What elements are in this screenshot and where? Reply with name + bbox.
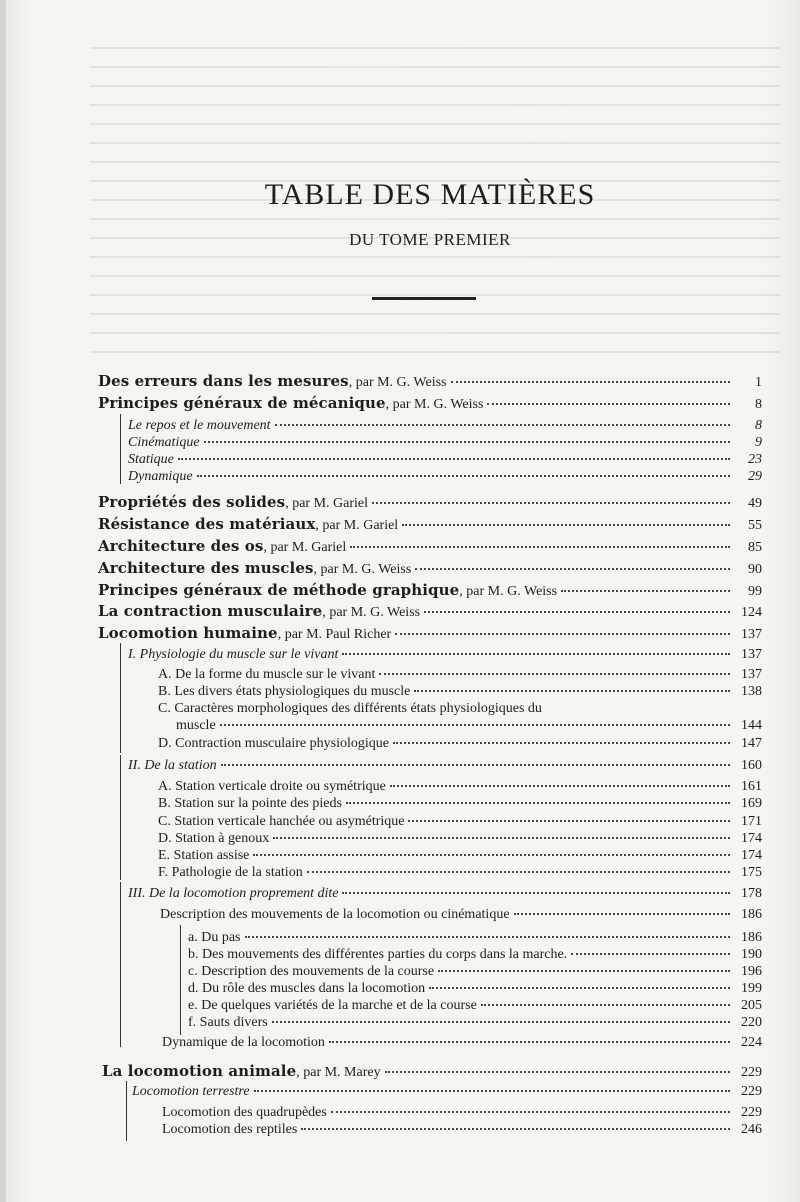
- toc-entry: Locomotion humaine, par M. Paul Richer 137: [98, 624, 762, 642]
- page-number: 174: [741, 848, 762, 863]
- toc-subentry: Locomotion des reptiles 246: [162, 1122, 762, 1137]
- page-number: 137: [741, 627, 762, 642]
- toc-entry: Architecture des muscles, par M. G. Weiss 90: [98, 559, 762, 577]
- indent-rule: [120, 643, 121, 753]
- page-number: 90: [748, 562, 762, 577]
- page-number: 220: [741, 1015, 762, 1030]
- page-number: 55: [748, 518, 762, 533]
- page-number: 178: [741, 886, 762, 901]
- toc-subentry: a. Du pas 186: [188, 930, 762, 945]
- indent-rule: [120, 414, 121, 484]
- page-number: 186: [741, 930, 762, 945]
- toc-subentry: Cinématique 9: [128, 435, 762, 450]
- toc-subentry: F. Pathologie de la station 175: [158, 865, 762, 880]
- page-number: 186: [741, 907, 762, 922]
- toc-entry: Principes généraux de mécanique, par M. G. Weiss 8: [98, 394, 762, 412]
- page-number: 29: [748, 469, 762, 484]
- page-number: 138: [741, 684, 762, 699]
- page-number: 8: [755, 418, 762, 433]
- toc-subentry: C. Caractères morphologiques des différents états physiologiques du: [158, 701, 542, 716]
- toc-subentry: Dynamique de la locomotion 224: [162, 1035, 762, 1050]
- toc-subentry: f. Sauts divers 220: [188, 1015, 762, 1030]
- page-number: 1: [755, 375, 762, 390]
- page-number: 229: [741, 1065, 762, 1080]
- toc-subentry: B. Station sur la pointe des pieds 169: [158, 796, 762, 811]
- page-number: 199: [741, 981, 762, 996]
- indent-rule: [126, 1081, 127, 1141]
- page-number: 175: [741, 865, 762, 880]
- page-number: 229: [741, 1105, 762, 1120]
- toc-subentry: I. Physiologie du muscle sur le vivant 137: [128, 647, 762, 662]
- page-number: 124: [741, 605, 762, 620]
- toc-subentry: B. Les divers états physiologiques du muscle 138: [158, 684, 762, 699]
- page-number: 9: [755, 435, 762, 450]
- page-number: 196: [741, 964, 762, 979]
- toc-subentry: A. Station verticale droite ou symétrique 161: [158, 779, 762, 794]
- page-title: TABLE DES MATIÈRES: [264, 178, 596, 211]
- page-subtitle: DU TOME PREMIER: [349, 230, 511, 249]
- page-number: 205: [741, 998, 762, 1013]
- toc-subentry: Statique 23: [128, 452, 762, 467]
- toc-entry: La locomotion animale, par M. Marey 229: [102, 1062, 762, 1080]
- page-number: 229: [741, 1084, 762, 1099]
- page-number: 224: [741, 1035, 762, 1050]
- toc-subentry: III. De la locomotion proprement dite 178: [128, 886, 762, 901]
- page-number: 169: [741, 796, 762, 811]
- page-number: 246: [741, 1122, 762, 1137]
- page-number: 160: [741, 758, 762, 773]
- toc-subentry: e. De quelques variétés de la marche et de la course 205: [188, 998, 762, 1013]
- page-number: 8: [755, 397, 762, 412]
- toc-subentry: D. Contraction musculaire physiologique 147: [158, 736, 762, 751]
- page-number: 171: [741, 814, 762, 829]
- page-number: 23: [748, 452, 762, 467]
- toc-entry: La contraction musculaire, par M. G. Weiss 124: [98, 602, 762, 620]
- page-number: 147: [741, 736, 762, 751]
- page-number: 137: [741, 647, 762, 662]
- toc-subentry-continued: muscle 144: [176, 718, 762, 733]
- toc-entry: Des erreurs dans les mesures, par M. G. Weiss 1: [98, 372, 762, 390]
- toc-entry: Principes généraux de méthode graphique, par M. G. Weiss 99: [98, 581, 762, 599]
- toc-subentry: C. Station verticale hanchée ou asymétrique 171: [158, 814, 762, 829]
- toc-subentry: II. De la station 160: [128, 758, 762, 773]
- page-number: 190: [741, 947, 762, 962]
- toc-subentry: Locomotion terrestre 229: [132, 1084, 762, 1099]
- page-number: 85: [748, 540, 762, 555]
- indent-rule: [180, 925, 181, 1035]
- page-number: 99: [748, 584, 762, 599]
- page-number: 137: [741, 667, 762, 682]
- toc-subentry: b. Des mouvements des différentes parties du corps dans la marche. 190: [188, 947, 762, 962]
- page-number: 49: [748, 496, 762, 511]
- toc-subentry: Le repos et le mouvement 8: [128, 418, 762, 433]
- toc-subentry: Locomotion des quadrupèdes 229: [162, 1105, 762, 1120]
- toc-subentry: d. Du rôle des muscles dans la locomotion 199: [188, 981, 762, 996]
- toc-entry: Résistance des matériaux, par M. Gariel 55: [98, 515, 762, 533]
- toc-subentry: Dynamique 29: [128, 469, 762, 484]
- toc-subentry: A. De la forme du muscle sur le vivant 137: [158, 667, 762, 682]
- page-number: 174: [741, 831, 762, 846]
- page-number: 161: [741, 779, 762, 794]
- toc-subentry: c. Description des mouvements de la course 196: [188, 964, 762, 979]
- page-number: 144: [741, 718, 762, 733]
- toc-subentry: D. Station à genoux 174: [158, 831, 762, 846]
- toc-entry: Architecture des os, par M. Gariel 85: [98, 537, 762, 555]
- toc-subentry: E. Station assise 174: [158, 848, 762, 863]
- toc-subentry: Description des mouvements de la locomotion ou cinématique 186: [160, 907, 762, 922]
- indent-rule: [120, 882, 121, 1047]
- toc-entry: Propriétés des solides, par M. Gariel 49: [98, 493, 762, 511]
- indent-rule: [120, 755, 121, 880]
